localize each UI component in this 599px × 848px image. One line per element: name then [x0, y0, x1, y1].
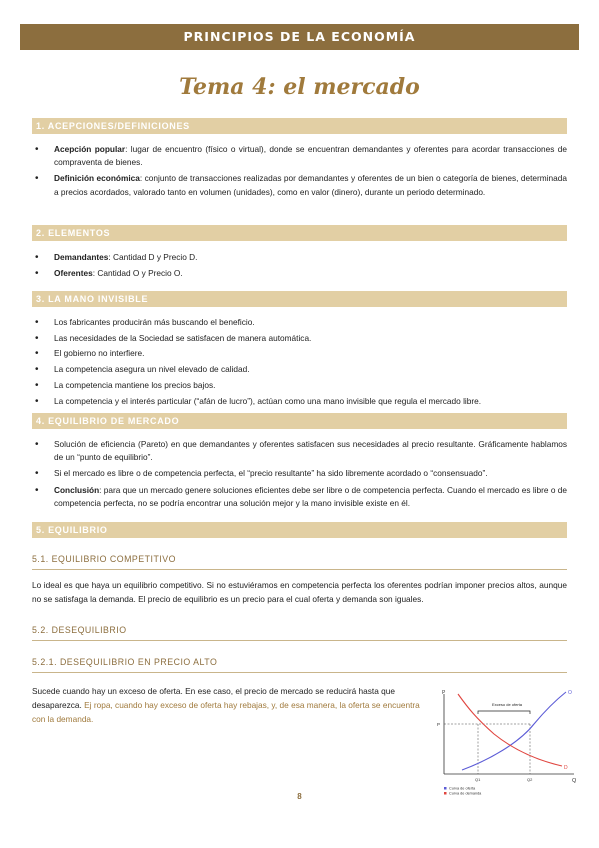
list-item: • Solución de eficiencia (Pareto) en que demandantes y oferentes satisfacen sus necesidades al precio resultante. Gráficamente hablamos de un “punto de equilibrio”.: [32, 438, 567, 464]
list-item: • Demandantes: Cantidad D y Precio D.: [32, 251, 567, 264]
tick-label-q1: Q1: [475, 777, 481, 782]
section-heading-elementos: 2. ELEMENTOS: [32, 225, 567, 241]
list-item: • Los fabricantes producirán más buscando el beneficio.: [32, 316, 567, 329]
elements-list: [32, 251, 567, 282]
list-item: • Acepción popular: lugar de encuentro (físico o virtual), donde se encuentran demandantes y oferentes para acordar transacciones de compraventa de bienes.: [32, 143, 567, 169]
list-item: • El gobierno no interfiere.: [32, 347, 567, 360]
supply-demand-chart: [434, 688, 582, 804]
page-number: 8: [297, 792, 302, 801]
paragraph-equilibrio-competitivo: Lo ideal es que haya un equilibrio competitivo. Si no estuviéramos en competencia perfecta los oferentes podrían imponer precios altos, aunque no se satisfaga la demanda. El precio de equilibrio es un precio para el cual oferta y demanda son iguales.: [32, 580, 567, 604]
legend-demand: Curva de demanda: [449, 791, 482, 796]
excess-supply-annotation: Exceso de oferta: [492, 702, 523, 707]
list-item: • Las necesidades de la Sociedad se satisfacen de manera automática.: [32, 332, 567, 345]
definitions-list: [32, 143, 567, 202]
list-item: • Si el mercado es libre o de competencia perfecta, el “precio resultante” ha sido libremente acordado o “consensuado”.: [32, 467, 567, 480]
list-item: • Oferentes: Cantidad O y Precio O.: [32, 267, 567, 280]
list-item: • La competencia mantiene los precios bajos.: [32, 379, 567, 392]
section-heading-equilibrio: 5. EQUILIBRIO: [32, 522, 567, 538]
demand-curve-label: D: [564, 765, 568, 771]
subsection-title-desequilibrio: 5.2. DESEQUILIBRIO: [32, 625, 567, 641]
list-item: • La competencia asegura un nivel elevado de calidad.: [32, 363, 567, 376]
list-item: • Conclusión: para que un mercado genere soluciones eficientes debe ser libre o de competencia perfecta. Cuando el mercado es libre o de competencia perfecta, no se podría encontrar una solución mejor y la mano invisible existe en él.: [32, 484, 567, 510]
y-axis-label: P: [442, 690, 446, 696]
list-item: • La competencia y el interés particular (“afán de lucro”), actúan como una mano invisible que regula el mercado libre.: [32, 395, 567, 408]
section-heading-mano-invisible: 3. LA MANO INVISIBLE: [32, 291, 567, 307]
legend-supply: Curva de oferta: [449, 786, 476, 791]
supply-curve-label: O: [568, 690, 572, 696]
page-title: Tema 4: el mercado: [179, 74, 420, 100]
example-highlight: Ej ropa, cuando hay exceso de oferta hay rebajas, y, de esa manera, la oferta se encuentra con la demanda.: [32, 700, 420, 724]
market-equilibrium-list: [32, 438, 567, 513]
section-heading-equilibrio-mercado: 4. EQUILIBRIO DE MERCADO: [32, 413, 567, 429]
subsection-title-desequilibrio-precio-alto: 5.2.1. DESEQUILIBRIO EN PRECIO ALTO: [32, 657, 567, 673]
tick-label-q2: Q2: [527, 777, 533, 782]
list-item: • Definición económica: conjunto de transacciones realizadas por demandantes y oferentes de un bien o categoría de bienes, determinada a precios acordados, valorado tanto en volumen (unidades), como en valor (dinero), durante un periodo determinado.: [32, 172, 567, 198]
subsection-title-equilibrio-competitivo: 5.1. EQUILIBRIO COMPETITIVO: [32, 554, 567, 570]
paragraph-precio-alto: Sucede cuando hay un exceso de oferta. En ese caso, el precio de mercado se reducirá hasta que desaparezca. Ej ropa, cuando hay exceso de oferta hay rebajas, y, de esa manera, la oferta se encuentra con la demanda.: [32, 686, 420, 724]
excess-supply-bracket: [478, 711, 530, 714]
course-header: PRINCIPIOS DE LA ECONOMÍA: [20, 24, 579, 50]
price-label: P: [437, 722, 441, 727]
section-heading-definiciones: 1. ACEPCIONES/DEFINICIONES: [32, 118, 567, 134]
x-axis-label: Q: [572, 778, 577, 784]
legend-swatch-supply: [444, 787, 447, 790]
invisible-hand-list: [32, 316, 567, 410]
